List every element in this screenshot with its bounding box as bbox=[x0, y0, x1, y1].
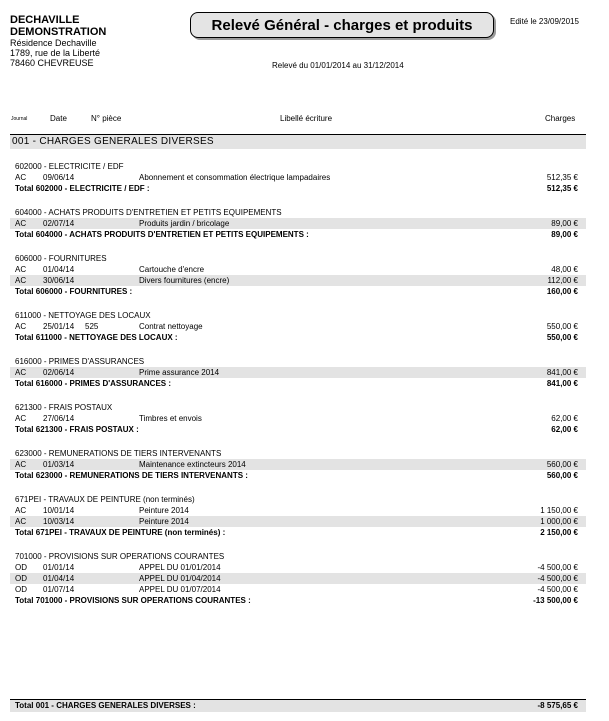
account-total-amount: 2 150,00 € bbox=[540, 528, 578, 537]
account-total-amount: 89,00 € bbox=[551, 230, 578, 239]
entry-label: Abonnement et consommation électrique lampadaires bbox=[139, 173, 331, 182]
entry-date: 10/03/14 bbox=[43, 517, 75, 526]
account-total-row bbox=[10, 229, 586, 241]
entry-row bbox=[10, 172, 586, 183]
account-total-amount: 512,35 € bbox=[546, 184, 578, 193]
entry-label: Maintenance extincteurs 2014 bbox=[139, 460, 246, 469]
entry-date: 02/07/14 bbox=[43, 219, 75, 228]
account-group bbox=[0, 253, 609, 298]
entry-amount: 550,00 € bbox=[546, 322, 578, 331]
account-group bbox=[0, 207, 609, 241]
entry-row bbox=[10, 562, 586, 573]
grand-total-row bbox=[10, 699, 586, 712]
account-title: 623000 - REMUNERATIONS DE TIERS INTERVENANTS bbox=[15, 449, 222, 458]
account-title: 604000 - ACHATS PRODUITS D'ENTRETIEN ET PETITS EQUIPEMENTS bbox=[15, 208, 282, 217]
entry-date: 09/06/14 bbox=[43, 173, 75, 182]
entry-date: 25/01/14 bbox=[43, 322, 75, 331]
entry-date: 10/01/14 bbox=[43, 506, 75, 515]
account-total-label: Total 604000 - ACHATS PRODUITS D'ENTRETIEN ET PETITS EQUIPEMENTS : bbox=[15, 230, 309, 239]
entry-date: 30/06/14 bbox=[43, 276, 75, 285]
grand-total-amount: -8 575,65 € bbox=[537, 701, 578, 710]
entry-row bbox=[10, 264, 586, 275]
account-total-label: Total 623000 - REMUNERATIONS DE TIERS INTERVENANTS : bbox=[15, 471, 248, 480]
entry-date: 01/04/14 bbox=[43, 574, 75, 583]
entry-label: APPEL DU 01/07/2014 bbox=[139, 585, 221, 594]
account-total-row bbox=[10, 183, 586, 195]
entry-row bbox=[10, 505, 586, 516]
account-total-row bbox=[10, 595, 586, 607]
account-total-row bbox=[10, 424, 586, 436]
entry-label: Divers fournitures (encre) bbox=[139, 276, 230, 285]
account-total-amount: 550,00 € bbox=[546, 333, 578, 342]
header-piece: N° pièce bbox=[91, 114, 122, 123]
account-total-label: Total 621300 - FRAIS POSTAUX : bbox=[15, 425, 139, 434]
account-group bbox=[0, 402, 609, 436]
entry-amount: 512,35 € bbox=[546, 173, 578, 182]
account-group bbox=[0, 356, 609, 390]
entry-journal: OD bbox=[15, 585, 27, 594]
organization-name-line-2: DEMONSTRATION bbox=[10, 26, 107, 38]
entry-label: Peinture 2014 bbox=[139, 506, 189, 515]
entry-amount: 112,00 € bbox=[547, 276, 578, 285]
account-total-label: Total 602000 - ELECTRICITE / EDF : bbox=[15, 184, 150, 193]
account-title: 606000 - FOURNITURES bbox=[15, 254, 107, 263]
address-line-3: 78460 CHEVREUSE bbox=[10, 58, 94, 68]
account-total-label: Total 611000 - NETTOYAGE DES LOCAUX : bbox=[15, 333, 178, 342]
entry-journal: AC bbox=[15, 414, 27, 423]
organization-name-line-1: DECHAVILLE bbox=[10, 14, 80, 26]
entry-journal: AC bbox=[15, 322, 27, 331]
report-period: Relevé du 01/01/2014 au 31/12/2014 bbox=[272, 61, 404, 70]
account-total-amount: -13 500,00 € bbox=[533, 596, 578, 605]
entry-row bbox=[10, 516, 586, 527]
header-date: Date bbox=[50, 114, 67, 123]
account-title: 616000 - PRIMES D'ASSURANCES bbox=[15, 357, 145, 366]
entry-journal: AC bbox=[15, 517, 27, 526]
account-title: 671PEI - TRAVAUX DE PEINTURE (non terminés) bbox=[15, 495, 195, 504]
entry-row bbox=[10, 459, 586, 470]
account-total-label: Total 606000 - FOURNITURES : bbox=[15, 287, 133, 296]
report-title: Relevé Général - charges et produits bbox=[190, 12, 494, 38]
entry-amount: 48,00 € bbox=[551, 265, 578, 274]
entry-date: 01/07/14 bbox=[43, 585, 75, 594]
entry-date: 01/03/14 bbox=[43, 460, 75, 469]
header-journal: Journal bbox=[11, 116, 28, 122]
account-total-row bbox=[10, 378, 586, 390]
entry-piece: 525 bbox=[85, 322, 99, 331]
entry-amount: -4 500,00 € bbox=[537, 563, 578, 572]
entry-label: Peinture 2014 bbox=[139, 517, 189, 526]
entry-journal: AC bbox=[15, 265, 27, 274]
entry-label: Timbres et envois bbox=[139, 414, 202, 423]
entry-row bbox=[10, 584, 586, 595]
account-total-row bbox=[10, 527, 586, 539]
entry-label: Produits jardin / bricolage bbox=[139, 219, 230, 228]
entry-amount: -4 500,00 € bbox=[537, 574, 578, 583]
entry-journal: AC bbox=[15, 368, 27, 377]
account-group bbox=[0, 494, 609, 539]
entry-date: 01/04/14 bbox=[43, 265, 75, 274]
entry-row bbox=[10, 367, 586, 378]
address-line-1: Résidence Dechaville bbox=[10, 38, 97, 48]
entry-label: Prime assurance 2014 bbox=[139, 368, 220, 377]
entry-date: 01/01/14 bbox=[43, 563, 75, 572]
entry-amount: 1 150,00 € bbox=[540, 506, 578, 515]
account-total-row bbox=[10, 286, 586, 298]
entry-journal: OD bbox=[15, 563, 27, 572]
header-libelle: Libellé écriture bbox=[280, 114, 333, 123]
grand-total-label: Total 001 - CHARGES GENERALES DIVERSES : bbox=[15, 701, 196, 710]
address-line-2: 1789, rue de la Liberté bbox=[10, 48, 101, 58]
entry-journal: AC bbox=[15, 460, 27, 469]
column-headers bbox=[0, 114, 609, 126]
entry-row bbox=[10, 413, 586, 424]
entry-row bbox=[10, 275, 586, 286]
entry-label: APPEL DU 01/01/2014 bbox=[139, 563, 221, 572]
organization-block bbox=[10, 14, 106, 68]
account-title: 701000 - PROVISIONS SUR OPERATIONS COURANTES bbox=[15, 552, 225, 561]
entry-label: Cartouche d'encre bbox=[139, 265, 205, 274]
account-group bbox=[0, 551, 609, 607]
entry-amount: 841,00 € bbox=[546, 368, 578, 377]
account-group bbox=[0, 310, 609, 344]
account-group bbox=[0, 161, 609, 195]
entry-journal: AC bbox=[15, 276, 27, 285]
account-title: 621300 - FRAIS POSTAUX bbox=[15, 403, 113, 412]
edited-date: Edité le 23/09/2015 bbox=[510, 17, 579, 26]
entry-amount: 1 000,00 € bbox=[540, 517, 578, 526]
entry-journal: AC bbox=[15, 506, 27, 515]
entry-amount: 560,00 € bbox=[546, 460, 578, 469]
entry-amount: 62,00 € bbox=[551, 414, 578, 423]
entry-journal: AC bbox=[15, 173, 27, 182]
account-groups bbox=[0, 151, 609, 607]
entry-row bbox=[10, 321, 586, 332]
account-total-amount: 160,00 € bbox=[546, 287, 578, 296]
account-total-amount: 560,00 € bbox=[546, 471, 578, 480]
entry-journal: AC bbox=[15, 219, 27, 228]
entry-row bbox=[10, 218, 586, 229]
entry-date: 27/06/14 bbox=[43, 414, 75, 423]
entry-journal: OD bbox=[15, 574, 27, 583]
account-total-label: Total 671PEI - TRAVAUX DE PEINTURE (non terminés) : bbox=[15, 528, 226, 537]
account-title: 602000 - ELECTRICITE / EDF bbox=[15, 162, 124, 171]
header-charges: Charges bbox=[545, 114, 576, 123]
account-title: 611000 - NETTOYAGE DES LOCAUX bbox=[15, 311, 151, 320]
section-header: 001 - CHARGES GENERALES DIVERSES bbox=[10, 134, 586, 149]
entry-row bbox=[10, 573, 586, 584]
account-total-amount: 62,00 € bbox=[551, 425, 578, 434]
entry-label: APPEL DU 01/04/2014 bbox=[139, 574, 221, 583]
account-total-label: Total 701000 - PROVISIONS SUR OPERATIONS COURANTES : bbox=[15, 596, 251, 605]
entry-label: Contrat nettoyage bbox=[139, 322, 203, 331]
account-total-row bbox=[10, 470, 586, 482]
entry-amount: 89,00 € bbox=[551, 219, 578, 228]
account-total-row bbox=[10, 332, 586, 344]
account-group bbox=[0, 448, 609, 482]
entry-date: 02/06/14 bbox=[43, 368, 75, 377]
entry-amount: -4 500,00 € bbox=[537, 585, 578, 594]
account-total-label: Total 616000 - PRIMES D'ASSURANCES : bbox=[15, 379, 172, 388]
account-total-amount: 841,00 € bbox=[546, 379, 578, 388]
